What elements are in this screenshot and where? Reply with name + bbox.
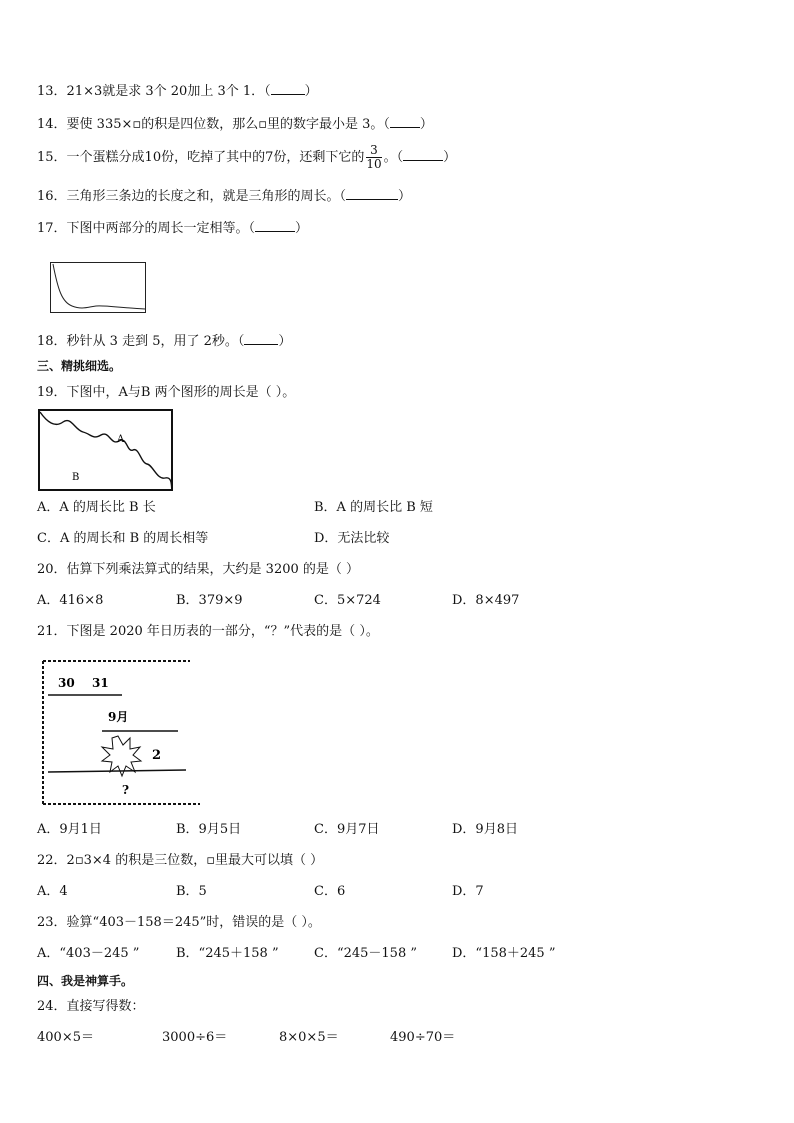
q20-option-c[interactable]: C．5×724: [314, 593, 381, 608]
question-14: [37, 115, 433, 134]
question-17-text: 17．下图中两部分的周长一定相等。（: [37, 221, 256, 236]
answer-blank[interactable]: [346, 187, 398, 200]
question-14-text: 14．要使 335×▫的积是四位数，那么▫里的数字最小是 3。（: [37, 117, 390, 132]
question-16-text: 16．三角形三条边的长度之和，就是三角形的周长。（: [37, 189, 347, 204]
section-3-heading: 三、精挑细选。: [37, 359, 122, 373]
calc-item: 490÷70＝: [390, 1030, 456, 1045]
calendar-day-2: 2: [152, 748, 162, 763]
q19-figure: [37, 408, 177, 492]
answer-blank[interactable]: [255, 219, 295, 232]
bracket-close: ）: [443, 150, 457, 165]
q22-option-c[interactable]: C．6: [314, 884, 346, 899]
question-15: [37, 142, 456, 174]
q23-option-d[interactable]: D．“158＋245 ”: [452, 946, 556, 961]
answer-blank[interactable]: [390, 115, 420, 128]
question-13-text: 13．21×3就是求 3个 20加上 3个 1．（: [37, 84, 271, 99]
question-17: [37, 219, 308, 238]
q19-option-a[interactable]: A．A 的周长比 B 长: [37, 500, 156, 515]
fraction-numerator: 3: [366, 144, 381, 158]
q21-option-a[interactable]: A．9月1日: [37, 822, 102, 837]
q19-option-c[interactable]: C．A 的周长和 B 的周长相等: [37, 531, 209, 546]
question-21-text: 21．下图是 2020 年日历表的一部分，“？”代表的是（ ）。: [37, 624, 379, 639]
q22-option-d[interactable]: D．7: [452, 884, 484, 899]
q21-option-d[interactable]: D．9月8日: [452, 822, 518, 837]
q19-rectangle: [39, 410, 172, 490]
q23-option-c[interactable]: C．“245－158 ”: [314, 946, 417, 961]
calendar-question-mark: ?: [122, 783, 130, 797]
q17-curve: [53, 264, 145, 309]
question-15-after: 。（: [383, 150, 404, 165]
calc-item: 400×5＝: [37, 1030, 94, 1045]
q20-option-a[interactable]: A．416×8: [37, 593, 104, 608]
bracket-close: ）: [304, 84, 318, 99]
bracket-close: ）: [398, 189, 412, 204]
calendar-day-31: 31: [92, 676, 109, 690]
q23-option-a[interactable]: A．“403－245 ”: [37, 946, 140, 961]
calendar-day-30: 30: [58, 676, 75, 690]
label-b: B: [72, 472, 80, 483]
fraction-denominator: 10: [366, 157, 382, 171]
q23-option-b[interactable]: B．“245＋158 ”: [176, 946, 279, 961]
q17-figure: [48, 260, 148, 315]
q22-option-b[interactable]: B．5: [176, 884, 207, 899]
label-a: A: [117, 434, 125, 445]
bracket-close: ）: [295, 221, 309, 236]
section-4-heading: 四、我是神算手。: [37, 974, 134, 988]
calendar-divider: [48, 770, 186, 772]
answer-blank[interactable]: [403, 148, 443, 161]
q19-wavy-line: [40, 412, 172, 490]
question-18: [37, 332, 291, 351]
question-16: [37, 187, 411, 206]
answer-blank[interactable]: [244, 332, 278, 345]
question-24-text: 24．直接写得数：: [37, 999, 145, 1014]
q19-option-d[interactable]: D．无法比较: [314, 531, 390, 546]
question-23-text: 23．验算“403－158＝245”时，错误的是（ ）。: [37, 915, 321, 930]
q20-option-d[interactable]: D．8×497: [452, 593, 520, 608]
q20-option-b[interactable]: B．379×9: [176, 593, 243, 608]
calc-item: 8×0×5＝: [279, 1030, 339, 1045]
q21-option-c[interactable]: C．9月7日: [314, 822, 380, 837]
answer-blank[interactable]: [271, 82, 305, 95]
q21-calendar-figure: [40, 658, 205, 808]
fraction: [366, 144, 381, 171]
q21-option-b[interactable]: B．9月5日: [176, 822, 242, 837]
question-22-text: 22．2▫3×4 的积是三位数，▫里最大可以填（ ）: [37, 853, 324, 868]
question-20-text: 20．估算下列乘法算式的结果，大约是 3200 的是（ ）: [37, 562, 360, 577]
bracket-close: ）: [278, 334, 292, 349]
question-18-text: 18．秒针从 3 走到 5，用了 2秒。（: [37, 334, 245, 349]
q19-option-b[interactable]: B．A 的周长比 B 短: [314, 500, 433, 515]
calc-item: 3000÷6＝: [162, 1030, 228, 1045]
q22-option-a[interactable]: A．4: [37, 884, 68, 899]
question-15-text: 15．一个蛋糕分成10份，吃掉了其中的7份，还剩下它的: [37, 150, 365, 165]
bracket-close: ）: [419, 117, 433, 132]
question-13: [37, 82, 318, 101]
question-19-text: 19．下图中，A与B 两个图形的周长是（ ）。: [37, 385, 296, 400]
q17-rectangle: [51, 263, 146, 313]
calendar-month: 9月: [108, 710, 129, 724]
